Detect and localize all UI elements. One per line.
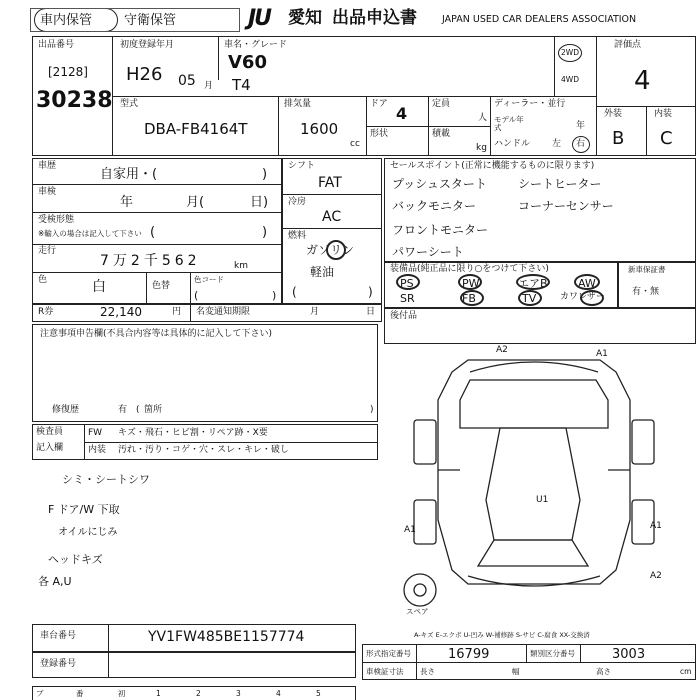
interior-grade: C [660, 128, 673, 149]
inspector-label: 検査員 [36, 427, 64, 437]
tv-circle [518, 290, 542, 306]
name-change-deadline-label: 名変通知期限 [196, 307, 251, 317]
repair-history-value: 有 [118, 405, 128, 415]
shape-label: 形状 [370, 129, 389, 139]
bottom-cell-4: 1 [156, 689, 161, 698]
door-value: 4 [396, 104, 408, 123]
aircon-label: 冷房 [288, 197, 307, 207]
pw-circle [458, 274, 482, 290]
exterior-label: 外装 [604, 109, 623, 119]
fb-circle [460, 290, 484, 306]
equipment-fb: FB [462, 292, 476, 305]
post-install-label: 後付品 [390, 311, 418, 321]
reg-number-label: 登録番号 [40, 659, 77, 669]
transfer-label: 受検形態 [38, 215, 75, 225]
transfer-open: ( [150, 225, 156, 240]
model-code-value: DBA-FB4164T [144, 120, 248, 138]
aircon-value: AC [322, 209, 342, 225]
org-english-name: JAPAN USED CAR DEALERS ASSOCIATION [442, 14, 637, 25]
equipment-aw: AW [578, 277, 596, 290]
fuel-diesel: 軽油 [310, 265, 335, 279]
transfer-note: ※輸入の場合は記入して下さい [38, 229, 142, 238]
damage-mark-rear-right: A2 [650, 571, 662, 581]
color-value: 白 [92, 279, 106, 295]
size-unit: cm [680, 667, 692, 676]
history-value: 自家用・( [100, 167, 158, 182]
handwritten-note-1: シミ・シートシワ [62, 473, 150, 486]
four-wd-label: 4WD [561, 75, 579, 84]
fuel-close: ) [368, 285, 373, 299]
model-year-label: モデル年式 [494, 115, 524, 133]
airbag-circle [516, 274, 550, 290]
shift-label: シフト [288, 161, 316, 171]
ps-circle [396, 274, 420, 290]
warranty-value: 有・無 [632, 287, 660, 297]
handle-right-circle [572, 136, 590, 153]
type-designation-label: 形式指定番号 [366, 649, 411, 658]
mileage-label: 走行 [38, 246, 57, 256]
inspection-day: 日) [250, 195, 269, 210]
interior-label: 内装 [654, 109, 673, 119]
selling-point-5: フロントモニター [392, 223, 489, 237]
first-registration-label: 初度登録年月 [120, 40, 175, 50]
interior-inspect-label: 内装 [88, 445, 107, 455]
size-label: 車検証寸法 [366, 667, 404, 676]
fuel-label: 燃料 [288, 231, 307, 241]
shift-value: FAT [318, 175, 342, 191]
guard-tag-label: 守衛保管 [124, 13, 177, 28]
score-label: 評価点 [614, 40, 642, 50]
warranty-label: 新車保証書 [628, 265, 666, 274]
color-code-open: ( [194, 289, 199, 302]
bottom-cell-6: 3 [236, 689, 241, 698]
lot-number: 30238 [36, 88, 113, 113]
damage-mark-front-right: A1 [596, 349, 608, 359]
registration-era-year: H26 [126, 64, 163, 85]
handwritten-note-5: 各 A,U [38, 575, 72, 588]
displacement-unit: cc [350, 139, 360, 149]
fuel-open: ( [292, 285, 297, 299]
dealer-label: ディーラー・並行 [494, 99, 566, 109]
car-grade: T4 [232, 76, 251, 94]
name-change-day: 日 [366, 307, 376, 317]
equipment-pw: PW [462, 277, 480, 290]
registration-month: 05 [178, 73, 196, 89]
form-title: 出品申込書 [332, 8, 417, 28]
recycle-label: R券 [38, 307, 54, 317]
width-label: 幅 [512, 667, 520, 676]
leather-circle [580, 290, 604, 306]
fuel-gasoline: ガソリン [306, 243, 355, 257]
capacity-label: 定員 [432, 99, 451, 109]
lot-bracket-code: [2128] [48, 65, 88, 79]
ju-logo: JU [248, 6, 271, 31]
damage-mark-roof: U1 [536, 495, 549, 505]
handwritten-note-4: ヘッドキズ [48, 553, 103, 566]
transfer-close: ) [262, 225, 268, 240]
category-value: 3003 [612, 647, 646, 662]
post-install-box [384, 308, 696, 344]
lot-number-label: 出品番号 [38, 40, 75, 50]
model-code-label: 型式 [120, 99, 139, 109]
equipment-airbag: エアB [518, 277, 548, 290]
equipment-label: 装備品(純正品に限り○をつけて下さい) [390, 264, 549, 274]
spare-label: スペア [406, 607, 429, 616]
gasoline-circle [326, 240, 346, 260]
height-label: 高さ [596, 667, 611, 676]
reg-number-box [32, 652, 356, 678]
bottom-cell-7: 4 [276, 689, 281, 698]
displacement-label: 排気量 [284, 99, 312, 109]
equipment-leather: カワレザー [560, 292, 606, 302]
fw-label: FW [88, 428, 103, 438]
color-label: 色 [38, 275, 48, 285]
exterior-grade: B [612, 128, 625, 149]
inspection-month: 月( [186, 195, 205, 210]
aw-circle [574, 274, 600, 290]
two-wd-label: 2WD [561, 48, 579, 57]
handle-label: ハンドル [494, 139, 531, 149]
car-name-grade-label: 車名・グレード [224, 40, 288, 50]
category-label: 類別区分番号 [530, 649, 575, 658]
selling-point-6: パワーシート [392, 245, 464, 259]
recycle-value: 22,140 [100, 305, 142, 319]
selling-point-3: バックモニター [392, 199, 477, 213]
car-name: V60 [228, 52, 267, 73]
selling-point-1: プッシュスタート [392, 177, 487, 191]
inspection-label: 車検 [38, 187, 57, 197]
equipment-sr: SR [400, 292, 415, 305]
registration-month-unit: 月 [204, 81, 214, 91]
handwritten-note-2: F ドア/W 下取 [48, 503, 120, 516]
load-unit: kg [476, 143, 487, 153]
damage-mark-left-side: A1 [404, 525, 416, 535]
inspection-year: 年 [120, 195, 134, 210]
equipment-ps: PS [400, 277, 414, 290]
repair-place-open: ( [136, 405, 140, 415]
handwritten-note-3: オイルにじみ [58, 527, 118, 538]
interior-inspect-items: 汚れ・汚り・コゲ・穴・スレ・キレ・破し [118, 445, 289, 455]
chassis-label: 車台番号 [40, 631, 77, 641]
selling-points-label: セールスポイント(正常に機能するものに限ります) [390, 161, 595, 171]
name-change-month: 月 [310, 307, 320, 317]
bottom-cell-5: 2 [196, 689, 201, 698]
capacity-unit: 人 [478, 113, 488, 123]
repair-history-label: 修復歴 [52, 405, 80, 415]
bottom-cell-3: 初 [118, 689, 126, 698]
mileage-unit: km [234, 261, 248, 271]
bottom-cell-2: 番 [76, 689, 84, 698]
score-value: 4 [634, 66, 651, 96]
color-change-label: 色替 [152, 281, 171, 291]
fw-items: キズ・飛石・ヒビ割・リペア跡・X要 [118, 428, 268, 438]
chassis-value: YV1FW485BE1157774 [148, 629, 305, 645]
repair-place-close: ) [370, 405, 374, 415]
entry-field-label: 記入欄 [36, 443, 64, 453]
history-label: 車歴 [38, 161, 57, 171]
damage-mark-right-side: A1 [650, 521, 662, 531]
type-designation-value: 16799 [448, 647, 490, 662]
color-code-close: ) [272, 289, 277, 302]
length-label: 長さ [420, 667, 435, 676]
equipment-tv: TV [522, 292, 537, 305]
damage-mark-front-left: A2 [496, 345, 508, 355]
displacement-value: 1600 [300, 120, 339, 138]
selling-point-4: コーナーセンサー [518, 199, 614, 213]
handle-left: 左 [552, 139, 562, 149]
repair-place-label: 箇所 [144, 405, 163, 415]
notes-label: 注意事項申告欄(不具合内容等は具体的に記入して下さい) [40, 329, 273, 339]
load-label: 積載 [432, 129, 451, 139]
door-label: ドア [370, 99, 388, 109]
bottom-cell-1: ブ [36, 689, 44, 698]
storage-tag-label: 車内保管 [40, 13, 93, 28]
selling-point-2: シートヒーター [518, 177, 602, 191]
history-close: ) [262, 167, 268, 182]
header-tag-frame [30, 8, 240, 32]
model-year-unit: 年 [576, 121, 586, 131]
damage-legend: A-キズ E-エクボ U-凹み W-補修跡 S-サビ C-腐食 XX-交換済 [414, 631, 590, 639]
org-name: 愛知 [288, 8, 322, 28]
color-code-label: 色コード [194, 275, 224, 284]
bottom-cell-8: 5 [316, 689, 321, 698]
mileage-value: 7万2千562 [100, 253, 201, 269]
recycle-unit: 円 [172, 307, 182, 317]
handle-right: 右 [576, 139, 586, 149]
